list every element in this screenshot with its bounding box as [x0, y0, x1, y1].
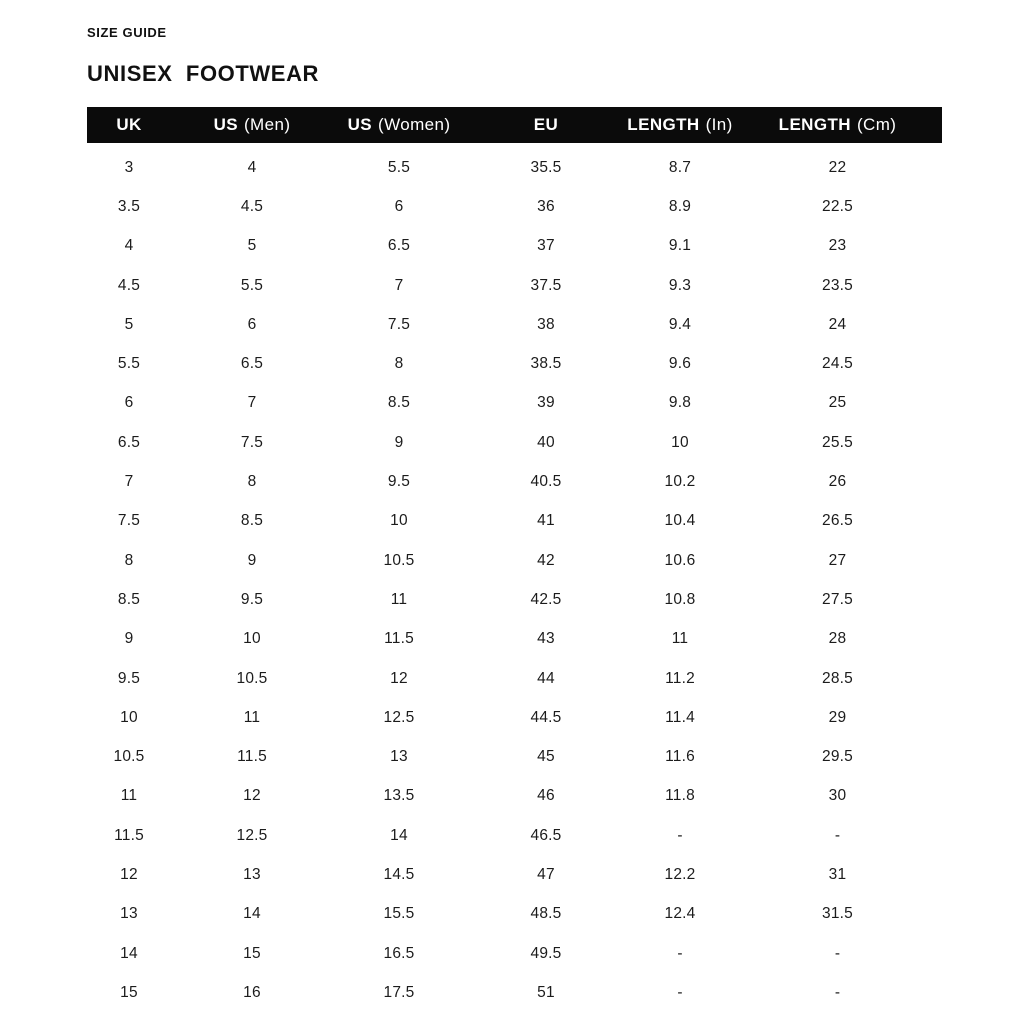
size-cell: 5.5	[240, 276, 264, 294]
size-cell: 47	[537, 865, 555, 883]
size-cell: -	[834, 944, 841, 962]
size-cell: 35.5	[530, 158, 562, 176]
size-cell: 9.5	[117, 669, 141, 687]
size-cell: 11	[390, 590, 408, 608]
size-cell: 10.4	[664, 512, 696, 530]
size-cell: 7.5	[240, 433, 264, 451]
size-cell: 5.5	[387, 158, 411, 176]
size-cell: 42.5	[530, 590, 562, 608]
size-cell: 24	[828, 315, 847, 333]
size-row	[87, 423, 942, 462]
size-cell: 8.5	[387, 394, 411, 412]
size-cell: 7	[394, 276, 404, 294]
size-row	[87, 344, 942, 383]
size-cell: 13.5	[383, 787, 415, 805]
size-cell: 11.4	[665, 708, 695, 726]
size-cell: 13	[243, 865, 261, 883]
size-cell: 36	[537, 197, 555, 215]
size-cell: 28	[828, 630, 847, 648]
size-row	[87, 384, 942, 423]
size-cell: 8.7	[668, 158, 692, 176]
column-header-eu: EU	[533, 115, 559, 134]
size-cell: 23	[828, 237, 847, 255]
size-cell: 45	[537, 748, 555, 766]
size-cell: 14	[390, 826, 408, 844]
size-cell: 31.5	[822, 905, 853, 923]
size-row	[87, 934, 942, 973]
size-cell: 9.8	[668, 394, 692, 412]
size-cell: 15	[243, 944, 261, 962]
size-cell: 9.4	[668, 315, 692, 333]
size-cell: 48.5	[530, 905, 562, 923]
size-row	[87, 462, 942, 501]
size-cell: 11	[120, 787, 138, 805]
size-cell: 11.5	[237, 748, 267, 766]
size-cell: 14	[120, 944, 138, 962]
column-header-us-men: US (Men)	[213, 115, 291, 134]
size-cell: 16.5	[383, 944, 415, 962]
size-cell: 15	[120, 983, 138, 1001]
size-cell: 11.8	[665, 787, 695, 805]
column-header-length-in: LENGTH (In)	[627, 115, 733, 134]
size-cell: 10.5	[236, 669, 268, 687]
page-title: UNISEX FOOTWEAR	[87, 61, 320, 86]
size-cell: 10.6	[664, 551, 696, 569]
size-cell: 7.5	[117, 512, 141, 530]
size-cell: 27	[828, 551, 847, 569]
size-cell: 8	[247, 473, 257, 491]
size-cell: 25	[828, 394, 847, 412]
size-cell: 9.5	[387, 473, 411, 491]
size-cell: 13	[120, 905, 138, 923]
size-row	[87, 187, 942, 226]
size-cell: 6.5	[117, 433, 141, 451]
size-cell: 37	[537, 237, 555, 255]
size-cell: 12.5	[383, 708, 415, 726]
size-cell: 11.5	[114, 826, 144, 844]
size-cell: 6.5	[387, 237, 411, 255]
size-cell: 10	[390, 512, 408, 530]
table-head-row	[87, 107, 942, 143]
size-cell: 3	[124, 158, 134, 176]
size-cell: 8.5	[117, 590, 141, 608]
column-header-uk: UK	[116, 115, 142, 134]
size-cell: 5	[124, 315, 134, 333]
size-cell: 12	[243, 787, 261, 805]
size-cell: 3.5	[117, 197, 141, 215]
size-cell: 10	[671, 433, 689, 451]
size-cell: 12.4	[664, 905, 696, 923]
size-cell: -	[834, 826, 841, 844]
size-cell: 10.5	[383, 551, 415, 569]
size-cell: 43	[537, 630, 555, 648]
size-row	[87, 855, 942, 894]
size-cell: 4	[124, 237, 134, 255]
size-cell: 10	[243, 630, 261, 648]
size-cell: 12.2	[664, 865, 696, 883]
size-cell: 8	[394, 355, 404, 373]
size-cell: 22.5	[822, 197, 853, 215]
size-cell: 40	[537, 433, 555, 451]
column-header-us-women: US (Women)	[347, 115, 451, 134]
size-cell: 4	[247, 158, 257, 176]
size-cell: -	[677, 826, 683, 844]
size-cell: 9.5	[240, 590, 264, 608]
size-cell: 31	[828, 865, 847, 883]
size-row	[87, 777, 942, 816]
size-cell: 12	[390, 669, 408, 687]
size-row	[87, 698, 942, 737]
size-cell: 44.5	[530, 708, 562, 726]
size-cell: 7.5	[387, 315, 411, 333]
size-cell: -	[677, 983, 683, 1001]
size-row	[87, 895, 942, 934]
size-cell: 30	[828, 787, 847, 805]
size-row	[87, 266, 942, 305]
size-cell: 46	[537, 787, 555, 805]
size-cell: 11.6	[665, 748, 695, 766]
size-cell: 7	[124, 473, 134, 491]
size-cell: 11	[671, 630, 689, 648]
size-cell: 9	[124, 630, 134, 648]
size-cell: 5	[247, 237, 257, 255]
size-cell: 9.1	[668, 237, 692, 255]
size-cell: 4.5	[240, 197, 264, 215]
size-cell: 4.5	[117, 276, 141, 294]
size-cell: -	[834, 983, 841, 1001]
table-head	[87, 107, 942, 143]
size-cell: 13	[390, 748, 408, 766]
size-cell: 10.8	[664, 590, 696, 608]
size-cell: 6.5	[240, 355, 264, 373]
size-cell: 26.5	[822, 512, 853, 530]
eyebrow-label: SIZE GUIDE	[87, 25, 167, 40]
size-cell: 26	[828, 473, 847, 491]
size-cell: 5.5	[117, 355, 141, 373]
size-cell: 14	[243, 905, 261, 923]
size-cell: 12.5	[236, 826, 268, 844]
size-cell: 6	[247, 315, 257, 333]
column-header-length-cm: LENGTH (Cm)	[778, 115, 897, 134]
size-cell: 10.2	[664, 473, 696, 491]
size-cell: -	[677, 944, 683, 962]
size-cell: 22	[828, 158, 847, 176]
size-row	[87, 227, 942, 266]
size-cell: 8.9	[668, 197, 692, 215]
size-cell: 39	[537, 394, 555, 412]
size-cell: 8.5	[240, 512, 264, 530]
size-cell: 51	[537, 983, 555, 1001]
size-cell: 6	[124, 394, 134, 412]
size-row	[87, 305, 942, 344]
size-cell: 23.5	[822, 276, 853, 294]
size-cell: 49.5	[530, 944, 562, 962]
size-cell: 41	[537, 512, 555, 530]
size-cell: 17.5	[383, 983, 415, 1001]
size-cell: 9.3	[668, 276, 692, 294]
size-cell: 11.2	[665, 669, 695, 687]
size-cell: 15.5	[383, 905, 415, 923]
size-row	[87, 816, 942, 855]
size-conversion-table	[87, 107, 942, 1013]
size-cell: 7	[247, 394, 257, 412]
size-cell: 14.5	[383, 865, 415, 883]
size-cell: 38.5	[530, 355, 562, 373]
size-row	[87, 620, 942, 659]
size-cell: 16	[243, 983, 261, 1001]
size-cell: 9	[394, 433, 404, 451]
table-body	[87, 143, 942, 1013]
size-cell: 27.5	[822, 590, 853, 608]
size-cell: 11	[243, 708, 261, 726]
size-cell: 8	[124, 551, 134, 569]
size-row	[87, 737, 942, 776]
size-cell: 10	[120, 708, 138, 726]
size-cell: 25.5	[822, 433, 853, 451]
size-cell: 9.6	[668, 355, 692, 373]
size-cell: 40.5	[530, 473, 562, 491]
size-row	[87, 580, 942, 619]
size-cell: 11.5	[384, 630, 414, 648]
size-row	[87, 973, 942, 1012]
size-cell: 38	[537, 315, 555, 333]
size-cell: 46.5	[530, 826, 562, 844]
size-cell: 24.5	[822, 355, 853, 373]
size-cell: 28.5	[822, 669, 853, 687]
size-row	[87, 659, 942, 698]
size-cell: 44	[537, 669, 555, 687]
size-cell: 37.5	[530, 276, 562, 294]
size-cell: 12	[120, 865, 138, 883]
size-cell: 10.5	[113, 748, 145, 766]
size-cell: 42	[537, 551, 555, 569]
size-row	[87, 541, 942, 580]
size-cell: 29.5	[822, 748, 853, 766]
size-cell: 9	[247, 551, 257, 569]
size-cell: 6	[394, 197, 404, 215]
size-row	[87, 502, 942, 541]
size-cell: 29	[828, 708, 847, 726]
size-row	[87, 148, 942, 187]
